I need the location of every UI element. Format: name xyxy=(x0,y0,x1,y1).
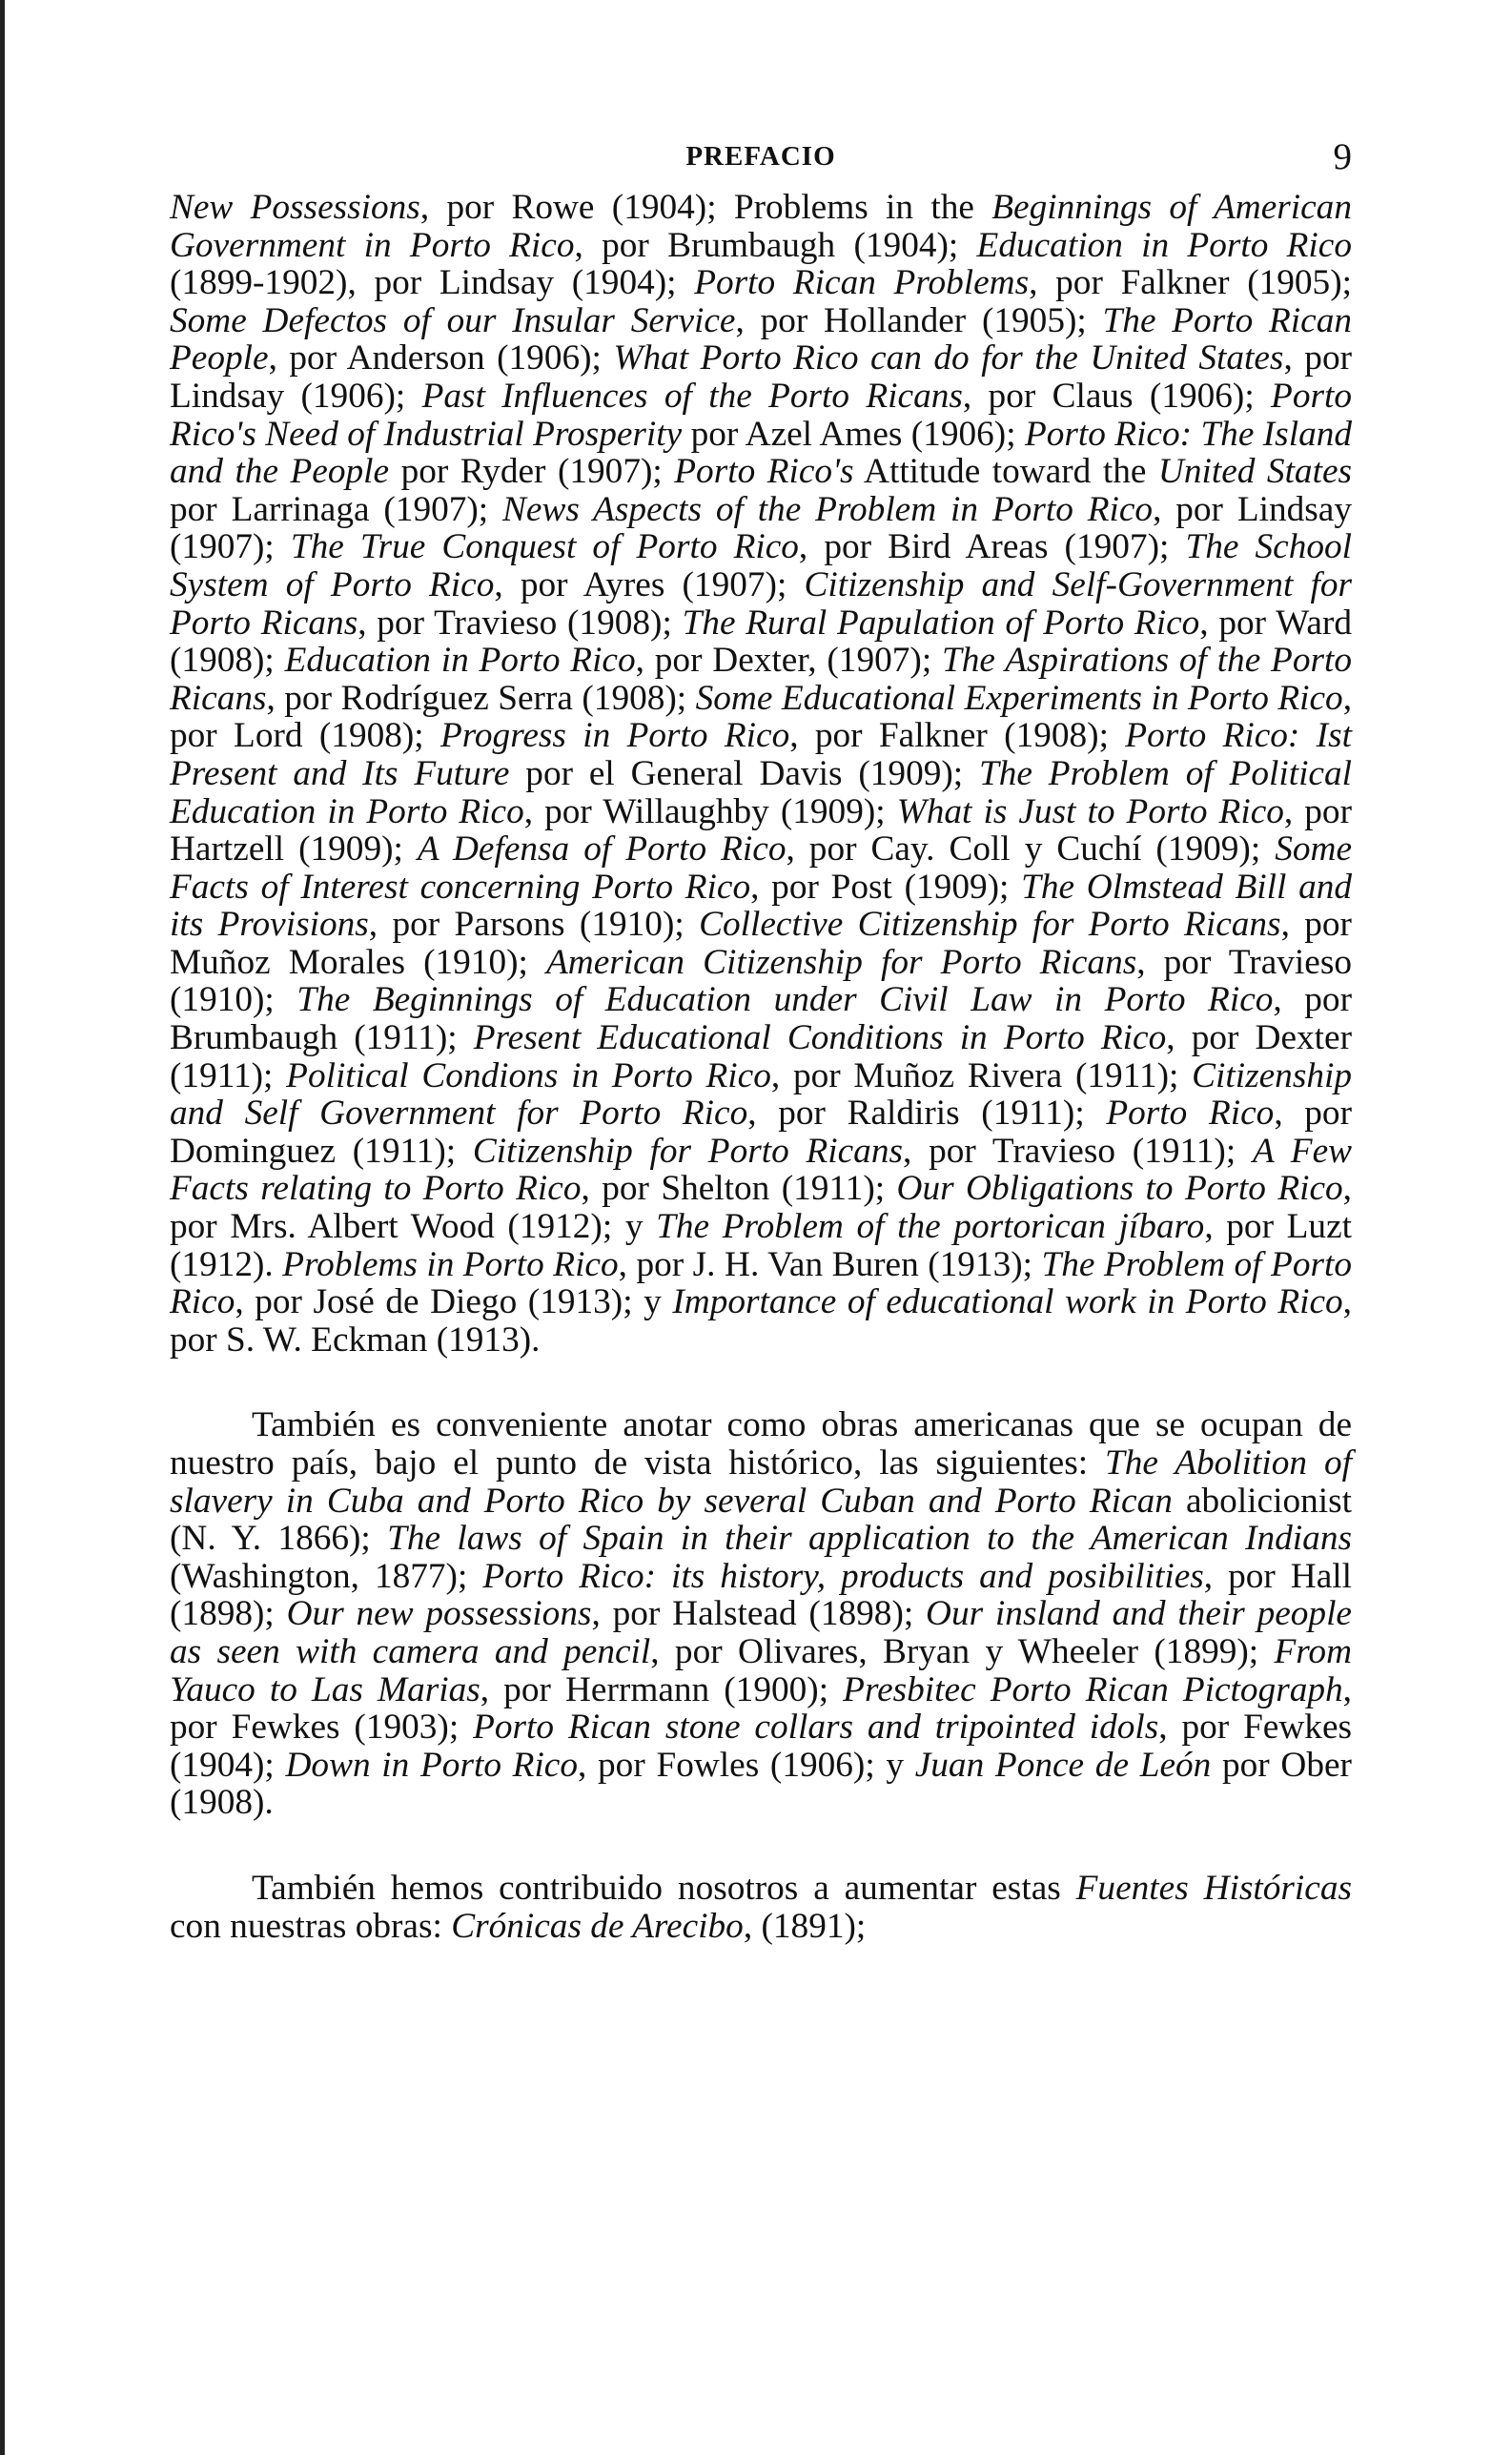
work-title: Porto Rico: Ist Present and Its Future xyxy=(170,716,1352,793)
work-title: The School System of Porto Rico xyxy=(170,527,1353,604)
work-title: Present Educational Conditions in Porto Rico xyxy=(473,1018,1167,1058)
work-title: Past Influences of the Porto Ricans xyxy=(421,376,963,416)
work-title: The Problem of the portorican jíbaro xyxy=(656,1207,1205,1247)
text-run: , por Brumbaugh (1904); xyxy=(574,225,977,265)
text-run: , por Muñoz Rivera (1911); xyxy=(770,1055,1193,1095)
text-run: , por Ayres (1907); xyxy=(494,564,805,604)
work-title: The Aspirations of the Porto Ricans xyxy=(170,641,1353,718)
text-run: con nuestras obras: xyxy=(170,1906,452,1946)
work-title: Citizenship and Self-Government for Porto Ricans xyxy=(170,564,1353,643)
work-title: The Problem of Political Education in Porto Rico xyxy=(170,753,1352,831)
text-run: por Ryder (1907); xyxy=(389,452,675,492)
text-run: , por Fewkes (1903); xyxy=(170,1669,1352,1748)
work-title: Porto Rico's xyxy=(674,452,854,492)
work-title: Education in Porto Rico xyxy=(284,641,636,681)
text-run: , por Travieso (1908); xyxy=(358,603,683,643)
text-run: , por Anderson (1906); xyxy=(268,338,614,378)
work-title: Importance of educational work in Porto Rico xyxy=(672,1282,1343,1322)
text-run: por Azel Ames (1906); xyxy=(682,414,1025,454)
text-run: abolicionist (N. Y. 1866); xyxy=(170,1481,1352,1559)
work-title: Political Condions in Porto Rico xyxy=(286,1055,771,1095)
text-run: , por Muñoz Morales (1910); xyxy=(170,905,1352,982)
work-title: The Beginnings of Education under Civil Law in Porto Rico xyxy=(296,980,1274,1020)
text-run: , por Mrs. Albert Wood (1912); y xyxy=(170,1169,1352,1247)
text-run: , por Dexter, (1907); xyxy=(635,641,942,681)
work-title: Crónicas de Arecibo xyxy=(451,1906,744,1946)
text-run: , por Falkner (1908); xyxy=(789,716,1126,756)
text-run: , por Luzt (1912). xyxy=(170,1207,1352,1284)
text-run: , por Hollander (1905); xyxy=(735,300,1103,340)
page-header xyxy=(170,136,1352,179)
text-run: , por Dominguez (1911); xyxy=(170,1094,1352,1171)
text-run: , por Parsons (1910); xyxy=(368,905,700,945)
text-run: , por Dexter (1911); xyxy=(170,1018,1353,1095)
text-run: , por Lord (1908); xyxy=(170,678,1353,756)
work-title: The True Conquest of Porto Rico xyxy=(290,527,799,567)
text-run: , por J. H. Van Buren (1913); xyxy=(618,1244,1042,1284)
text-run: , por José de Diego (1913); y xyxy=(235,1282,673,1322)
page-edge-rule xyxy=(0,0,5,2455)
work-title: Citizenship and Self Government for Porto Rico xyxy=(170,1055,1352,1134)
text-run: , por Ward (1908); xyxy=(170,603,1352,681)
text-run: Attitude toward the xyxy=(853,452,1158,492)
text-run: , por Lindsay (1906); xyxy=(170,338,1353,416)
paragraph-historical-works xyxy=(170,1406,1352,1822)
work-title: The Abolition of slavery in Cuba and Porto Rico by several Cuban and Porto Rican xyxy=(170,1443,1352,1521)
text-run: También hemos contribuido nosotros a aumentar estas xyxy=(252,1868,1076,1908)
text-run: , por Halstead (1898); xyxy=(591,1594,927,1634)
work-title: Down in Porto Rico xyxy=(285,1745,579,1785)
work-title: Porto Rico: its history, products and posibilities xyxy=(482,1556,1204,1596)
work-title: Beginnings of American Government in Porto Rico xyxy=(170,188,1352,265)
work-title: Citizenship for Porto Ricans xyxy=(472,1131,903,1171)
work-title: Some Educational Experiments in Porto Rico xyxy=(695,678,1343,718)
text-run: por Ober (1908). xyxy=(170,1745,1352,1823)
text-run: , por Rodríguez Serra (1908); xyxy=(266,678,696,718)
work-title: Our Obligations to Porto Rico xyxy=(896,1169,1343,1209)
work-title: What is Just to Porto Rico xyxy=(896,791,1284,831)
text-run: (1899-1902), por Lindsay (1904); xyxy=(170,263,695,303)
text-run: por Larrinaga (1907); xyxy=(170,489,503,529)
text-run: , por Lindsay (1907); xyxy=(170,489,1352,567)
work-title: Porto Rico: The Island and the People xyxy=(170,414,1353,492)
text-run: , por Bird Areas (1907); xyxy=(798,527,1186,567)
work-title: The Rural Papulation of Porto Rico xyxy=(682,603,1200,643)
text-run: , por Herrmann (1900); xyxy=(480,1669,844,1709)
text-run: , (1891); xyxy=(743,1906,867,1946)
work-title: Progress in Porto Rico xyxy=(440,716,790,756)
work-title: United States xyxy=(1157,452,1353,492)
text-run: También es conveniente anotar como obras americanas que se ocupan de nuestro país, bajo el punto de vista histórico, las siguientes: xyxy=(170,1405,1352,1483)
text-run: (Washington, 1877); xyxy=(170,1556,483,1596)
work-title: News Aspects of the Problem in Porto Rico xyxy=(502,489,1154,529)
running-head: PREFACIO xyxy=(685,141,836,172)
work-title: The Porto Rican People xyxy=(170,300,1352,378)
work-title: New Possessions xyxy=(170,188,420,227)
work-title: The Olmstead Bill and its Provisions xyxy=(170,867,1353,945)
text-run: , por S. W. Eckman (1913). xyxy=(170,1282,1352,1360)
text-run: , por Fewkes (1904); xyxy=(170,1708,1353,1785)
text-run: por el General Davis (1909); xyxy=(509,753,979,793)
work-title: Problems in Porto Rico xyxy=(282,1244,619,1284)
text-run: , por Olivares, Bryan y Wheeler (1899); xyxy=(650,1631,1275,1671)
text-run: , por Travieso (1911); xyxy=(903,1131,1253,1171)
text-run: , por Hartzell (1909); xyxy=(170,791,1352,869)
work-title: Some Facts of Interest concerning Porto Rico xyxy=(170,829,1353,907)
text-run: , por Rowe (1904); Problems in the xyxy=(419,188,992,227)
text-run: , por Hall (1898); xyxy=(170,1556,1352,1634)
paragraph-own-works xyxy=(170,1870,1352,1945)
work-title: A Defensa of Porto Rico xyxy=(417,829,787,869)
work-title: Our new possessions xyxy=(286,1594,592,1634)
text-run: , por Willaughby (1909); xyxy=(523,791,897,831)
text-run: , por Post (1909); xyxy=(750,867,1022,907)
work-title: Porto Rico xyxy=(1106,1094,1275,1134)
work-title: Porto Rican Problems xyxy=(694,263,1030,303)
work-title: Presbitec Porto Rican Pictograph xyxy=(843,1669,1343,1709)
work-title: Fuentes Históricas xyxy=(1075,1868,1352,1908)
work-title: Porto Rico's Need of Industrial Prosperity xyxy=(170,376,1352,454)
text-run: , por Shelton (1911); xyxy=(581,1169,897,1209)
work-title: From Yauco to Las Marias xyxy=(170,1631,1353,1709)
text-run: , por Claus (1906); xyxy=(962,376,1272,416)
paragraph-bibliography xyxy=(170,189,1352,1359)
work-title: Porto Rican stone collars and tripointed idols xyxy=(473,1708,1159,1748)
work-title: The Problem of Porto Rico xyxy=(170,1244,1352,1322)
work-title: Juan Ponce de León xyxy=(914,1745,1212,1785)
work-title: American Citizenship for Porto Ricans xyxy=(545,942,1137,982)
work-title: What Porto Rico can do for the United States xyxy=(613,338,1284,378)
work-title: Education in Porto Rico xyxy=(976,225,1352,265)
body-text xyxy=(170,189,1352,1945)
text-run: , por Cay. Coll y Cuchí (1909); xyxy=(786,829,1276,869)
work-title: Collective Citizenship for Porto Ricans xyxy=(699,905,1281,945)
work-title: Some Defectos of our Insular Service xyxy=(170,300,736,340)
text-run: , por Travieso (1910); xyxy=(170,942,1352,1020)
text-run: , por Raldiris (1911); xyxy=(747,1094,1107,1134)
work-title: Our insland and their people as seen with camera and pencil xyxy=(170,1594,1352,1671)
text-run: , por Fowles (1906); y xyxy=(578,1745,915,1785)
page-number: 9 xyxy=(1333,136,1352,177)
text-run: , por Brumbaugh (1911); xyxy=(170,980,1353,1058)
work-title: The laws of Spain in their application to the American Indians xyxy=(387,1519,1352,1559)
text-run: , por Falkner (1905); xyxy=(1029,263,1352,303)
work-title: A Few Facts relating to Porto Rico xyxy=(170,1131,1353,1209)
